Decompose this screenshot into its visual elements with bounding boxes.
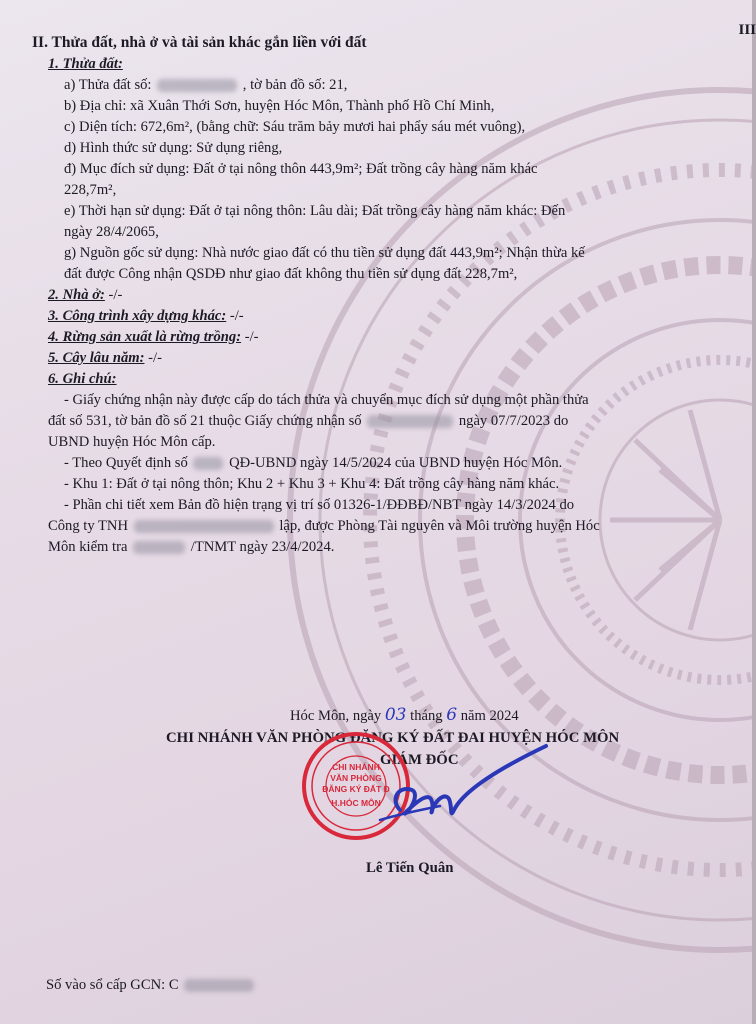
signer-role: GIÁM ĐỐC <box>380 752 459 768</box>
signing-day: 03 <box>384 705 407 725</box>
redacted-decision-number <box>193 457 223 470</box>
note-4-line2 <box>48 517 600 535</box>
corner-label: III <box>738 22 756 38</box>
signer-name: Lê Tiến Quân <box>366 860 454 876</box>
note-1-line2 <box>48 412 568 430</box>
section-title: II. Thửa đất, nhà ở và tài sản khác gắn liền với đất <box>32 34 367 51</box>
stamp-line-1: CHI NHÁNH <box>332 762 380 772</box>
registry-label: Số vào sổ cấp GCN: <box>46 977 166 993</box>
redacted-check-number <box>133 541 185 554</box>
page-edge <box>752 0 756 1024</box>
note-4-text-a: Công ty TNH <box>48 518 129 534</box>
item-1e-line1: e) Thời hạn sử dụng: Đất ở tại nông thôn: Lâu dài; Đất trồng cây hàng năm khác: Đến <box>64 203 566 219</box>
registry-value: C <box>168 977 179 993</box>
item-1d: d) Hình thức sử dụng: Sử dụng riêng, <box>64 140 283 156</box>
note-1-text-a: đất số 531, tờ bản đồ số 21 thuộc Giấy chứng nhận số <box>48 413 362 429</box>
redacted-company-name <box>134 520 274 533</box>
note-1-line1: - Giấy chứng nhận này được cấp do tách thửa và chuyển mục đích sử dụng một phần thửa <box>64 392 589 408</box>
note-2 <box>64 454 562 472</box>
stamp-line-2: VĂN PHÒNG <box>330 773 382 783</box>
redacted-certificate-number <box>367 415 453 428</box>
note-2-text-b: QĐ-UBND ngày 14/5/2024 của UBND huyện Hóc Môn. <box>229 455 563 471</box>
signing-date <box>290 706 519 725</box>
item-1c: c) Diện tích: 672,6m², (bằng chữ: Sáu trăm bảy mươi hai phẩy sáu mét vuông), <box>64 119 526 135</box>
issuing-office: CHI NHÁNH VĂN PHÒNG ĐĂNG KÝ ĐẤT ĐAI HUYỆN HÓC MÔN <box>166 730 620 746</box>
item-2-value: -/- <box>108 287 123 303</box>
item-1b: b) Địa chỉ: xã Xuân Thới Sơn, huyện Hóc Môn, Thành phố Hồ Chí Minh, <box>64 98 495 114</box>
redacted-parcel-number <box>157 79 237 92</box>
registry-number <box>46 976 256 994</box>
signing-year: năm 2024 <box>460 708 519 724</box>
item-3-value: -/- <box>229 308 244 324</box>
item-5-heading: 5. Cây lâu năm: <box>48 350 145 366</box>
note-2-text-a: - Theo Quyết định số <box>64 455 188 471</box>
item-4-value: -/- <box>244 329 259 345</box>
item-5 <box>48 349 162 367</box>
item-2-heading: 2. Nhà ở: <box>48 287 105 303</box>
map-sheet-text: , tờ bản đồ số: 21, <box>242 77 348 93</box>
stamp-line-4: H.HÓC MÔN <box>331 798 381 808</box>
note-4-text-c: Môn kiểm tra <box>48 539 128 555</box>
item-4 <box>48 328 259 346</box>
stamp-line-3: ĐĂNG KÝ ĐẤT Đ <box>322 784 390 794</box>
item-1g-line2: đất được Công nhận QSDĐ như giao đất không thu tiền sử dụng đất 228,7m², <box>64 266 518 282</box>
signing-place: Hóc Môn, ngày <box>290 708 382 724</box>
signing-month: 6 <box>446 705 458 725</box>
item-1e-line2: ngày 28/4/2065, <box>64 224 159 240</box>
note-3: - Khu 1: Đất ở tại nông thôn; Khu 2 + Khu 3 + Khu 4: Đất trồng cây hàng năm khác. <box>64 476 560 492</box>
parcel-label: a) Thửa đất số: <box>64 77 152 93</box>
item-1-heading: 1. Thửa đất: <box>48 56 123 72</box>
item-1dd-line2: 228,7m², <box>64 182 117 198</box>
month-word: tháng <box>410 708 443 724</box>
item-3 <box>48 307 244 325</box>
handwritten-signature <box>360 740 550 840</box>
redacted-registry-number <box>184 979 254 992</box>
item-5-value: -/- <box>148 350 162 366</box>
note-4-line3 <box>48 538 334 556</box>
item-3-heading: 3. Công trình xây dựng khác: <box>48 308 227 324</box>
note-4-line1: - Phần chi tiết xem Bản đồ hiện trạng vị trí số 01326-1/ĐĐBĐ/NBT ngày 14/3/2024 do <box>64 497 575 513</box>
item-6-heading: 6. Ghi chú: <box>48 371 117 387</box>
note-1-line3: UBND huyện Hóc Môn cấp. <box>48 434 216 450</box>
item-1a <box>64 76 347 94</box>
item-4-heading: 4. Rừng sản xuất là rừng trồng: <box>48 329 242 345</box>
item-2 <box>48 286 122 304</box>
note-4-text-d: /TNMT ngày 23/4/2024. <box>190 539 335 555</box>
item-1g-line1: g) Nguồn gốc sử dụng: Nhà nước giao đất có thu tiền sử dụng đất 443,9m²; Nhận thừa kế <box>64 245 585 261</box>
note-1-text-b: ngày 07/7/2023 do <box>458 413 569 429</box>
item-1dd-line1: đ) Mục đích sử dụng: Đất ở tại nông thôn 443,9m²; Đất trồng cây hàng năm khác <box>64 161 538 177</box>
note-4-text-b: lập, được Phòng Tài nguyên và Môi trường huyện Hóc <box>279 518 600 534</box>
